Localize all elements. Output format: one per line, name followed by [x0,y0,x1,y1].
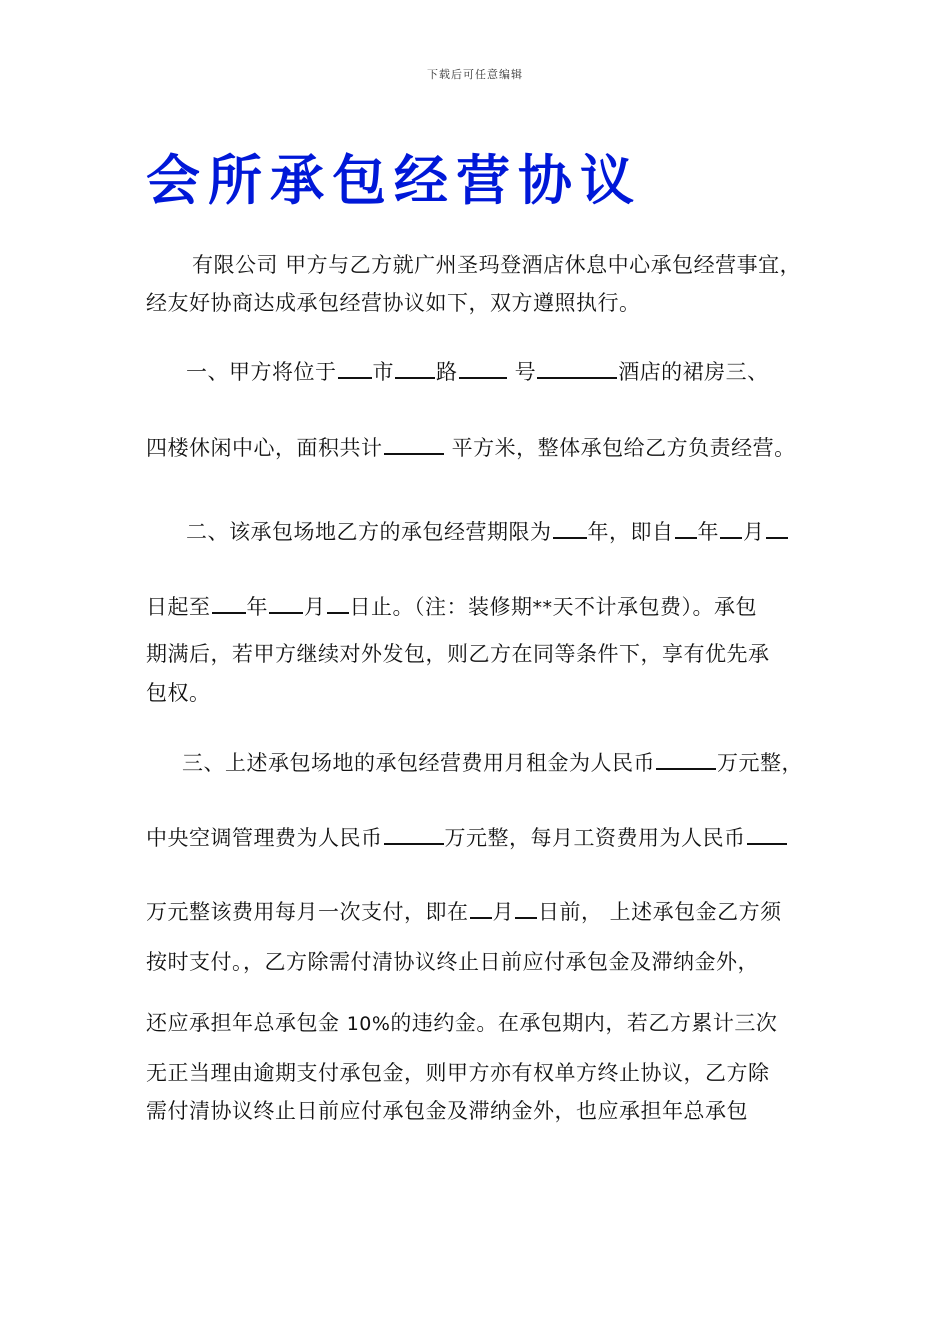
blank-field [338,359,372,379]
clause-1-text-d: 号 [507,360,537,384]
clause-1-text-c: 路 [436,360,458,384]
clause-2-text-a: 二、该承包场地乙方的承包经营期限为 [186,520,552,544]
clause-2-line-2 [146,591,757,621]
clause-3-text-h: 还应承担年总承包金 [146,1011,347,1035]
blank-field [384,435,444,455]
blank-field [675,519,697,539]
clause-2-line-1 [186,516,789,546]
header-note: 下载后可任意编辑 [427,68,523,81]
blank-field [384,825,444,845]
intro-line-2: 经友好协商达成承包经营协议如下，双方遵照执行。 [146,291,641,315]
blank-field [766,519,788,539]
blank-field [395,359,435,379]
clause-2-text-d: 月 [743,520,765,544]
clause-2-text-g: 月 [304,595,326,619]
clause-2-line-3: 期满后，若甲方继续对外发包，则乙方在同等条件下，享有优先承 [146,642,770,666]
blank-field [553,519,587,539]
clause-3-text-f: 月 [492,900,514,924]
blank-field [470,899,492,919]
clause-3-line-1 [182,747,803,777]
blank-field [459,359,507,379]
clause-2-text-i: ** [532,597,553,619]
blank-field [515,899,537,919]
clause-3-line-6: 无正当理由逾期支付承包金，则甲方亦有权单方终止协议，乙方除 [146,1061,770,1085]
clause-3-line-5 [146,1007,777,1037]
clause-3-line-3 [146,896,782,926]
clause-1-text-f: 四楼休闲中心，面积共计 [146,436,383,460]
clause-2-text-c: 年 [697,520,719,544]
blank-field [747,825,787,845]
clause-2-text-f: 年 [246,595,268,619]
clause-3-text-j: 的违约金。在承包期内，若乙方累计三次 [390,1011,778,1035]
clause-1-line-1 [186,356,769,386]
clause-3-text-e: 万元整该费用每月一次支付，即在 [146,900,469,924]
clause-3-line-4: 按时支付。，乙方除需付清协议终止日前应付承包金及滞纳金外， [146,950,759,974]
blank-field [537,359,617,379]
blank-field [212,594,246,614]
clause-1-text-g: 平方米，整体承包给乙方负责经营。 [444,436,796,460]
clause-3-text-a: 三、上述承包场地的承包经营费用月租金为人民币 [182,751,655,775]
clause-3-text-b: 万元整， [717,751,803,775]
clause-2-line-4: 包权。 [146,681,211,705]
clause-1-text-a: 一、甲方将位于 [186,360,337,384]
clause-2-text-h: 日止。（注：装修期 [349,595,533,619]
blank-field [269,594,303,614]
clause-3-text-i: 10% [346,1013,391,1035]
intro-line-1: 有限公司 甲方与乙方就广州圣玛登酒店休息中心承包经营事宜， [192,253,802,277]
clause-2-text-b: 年，即自 [587,520,674,544]
blank-field [720,519,742,539]
clause-1-text-b: 市 [372,360,394,384]
clause-1-line-2 [146,432,796,462]
clause-2-text-e: 日起至 [146,595,211,619]
clause-3-line-7: 需付清协议终止日前应付承包金及滞纳金外，也应承担年总承包 [146,1099,748,1123]
clause-3-text-d: 万元整，每月工资费用为人民币 [444,826,746,850]
clause-3-text-g: 日前， 上述承包金乙方须 [538,900,782,924]
document-title: 会所承包经营协议 [146,149,642,212]
clause-2-text-j: 天不计承包费）。承包 [552,595,757,619]
clause-3-line-2 [146,822,788,852]
clause-1-text-e: 酒店的裙房三、 [618,360,769,384]
clause-3-text-c: 中央空调管理费为人民币 [146,826,383,850]
blank-field [656,750,716,770]
blank-field [327,594,349,614]
